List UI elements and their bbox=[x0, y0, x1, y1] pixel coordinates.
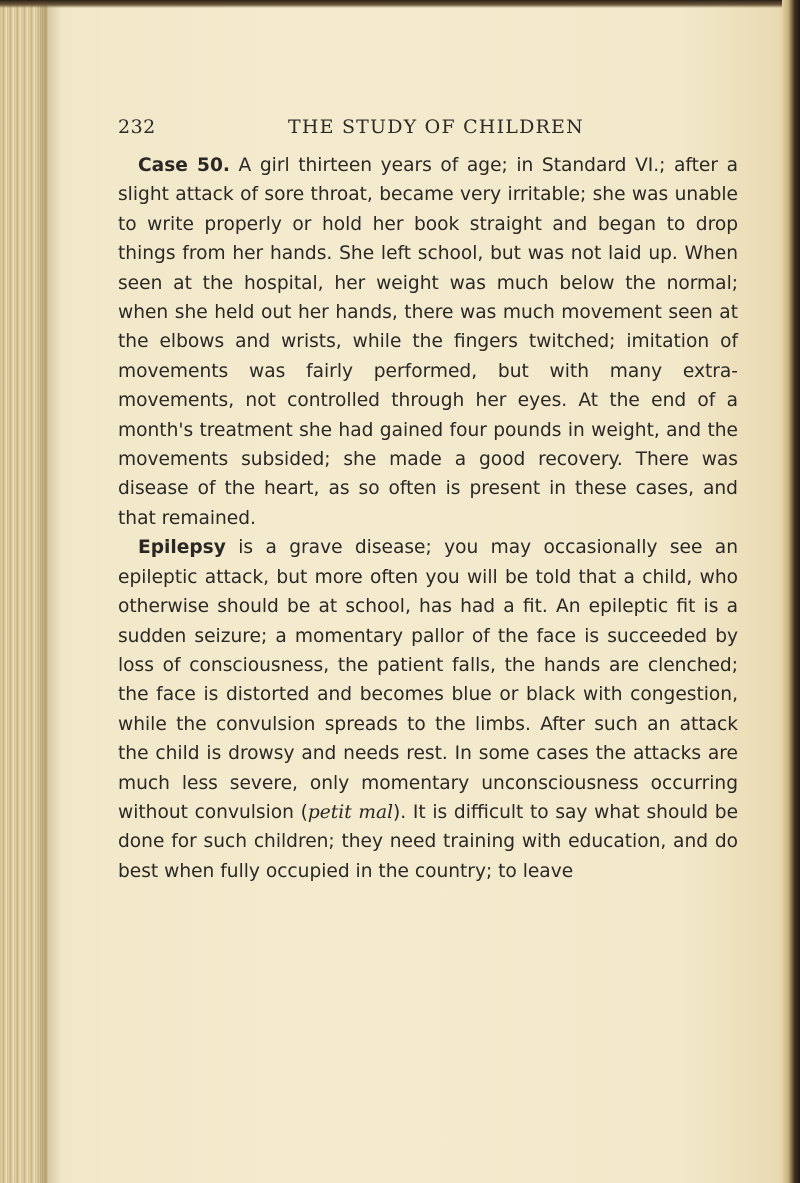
paragraph-run-in: Case 50. bbox=[138, 155, 230, 176]
paragraph-text: is a grave disease; you may occasionally see an epileptic attack, but more often you will be told that a child, who otherwise should be at school, has had a fit. An epileptic fit is a sudden seizure; a momentary pallor of the face is succeeded by loss of consciousness, the patient falls, the hands are clenched; the face is distorted and becomes blue or black with congestion, while the convulsion spreads to the limbs. After such an attack the child is drowsy and needs rest. In some cases the attacks are much less severe, only momentary unconsciousness occurring without convulsion ( bbox=[118, 537, 738, 823]
page-number: 232 bbox=[118, 116, 156, 138]
gutter-shadow bbox=[40, 0, 62, 1183]
page-header bbox=[118, 116, 758, 142]
running-head: THE STUDY OF CHILDREN bbox=[288, 116, 584, 138]
paragraph-epilepsy bbox=[118, 533, 738, 886]
paragraph-text: A girl thirteen years of age; in Standard VI.; after a slight attack of sore throat, became very irritable; she was unable to write properly or hold her book straight and began to drop things from her hands. She left school, but was not laid up. When seen at the hospital, her weight was much below the normal; when she held out her hands, there was much movement seen at the elbows and wrists, while the fingers twitched; imitation of movements was fairly performed, but with many extra-movements, not controlled through her eyes. At the end of a month's treatment she had gained four pounds in weight, and the movements subsided; she made a good recovery. There was disease of the heart, as so often is present in these cases, and that remained. bbox=[118, 155, 738, 529]
top-page-edge bbox=[0, 0, 800, 8]
paragraph-text-continued: ). It is difficult to say what should be done for such children; they need training with education, and do best when fully occupied in the country; to leave bbox=[118, 801, 739, 882]
italic-term: petit mal bbox=[307, 801, 394, 823]
paragraph-run-in: Epilepsy bbox=[138, 537, 226, 559]
right-page-edge bbox=[782, 0, 800, 1183]
paragraph-case-50 bbox=[118, 151, 738, 533]
body-text bbox=[118, 151, 738, 886]
